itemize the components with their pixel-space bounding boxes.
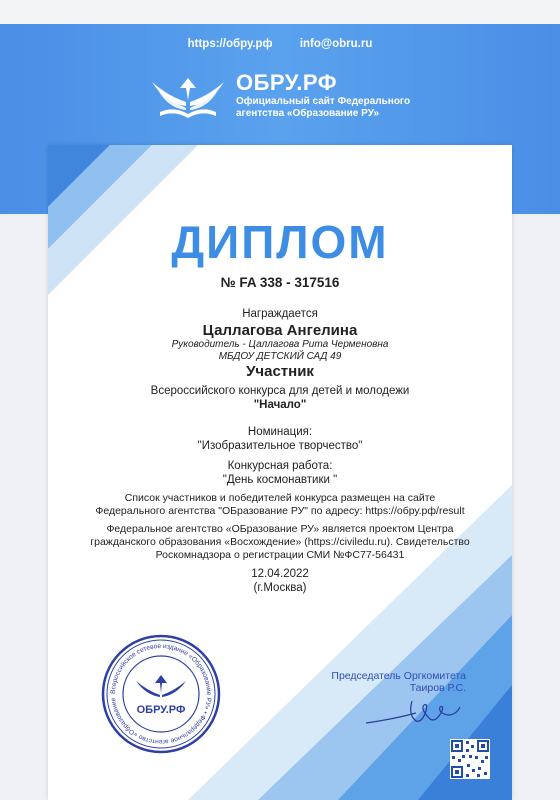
handwritten-signature bbox=[364, 693, 464, 729]
signature-block bbox=[331, 670, 466, 694]
eagle-book-icon bbox=[150, 72, 226, 118]
list-line-2: Федерального агентства "ОБразование РУ" по адресу: https://обру.рф/result bbox=[95, 505, 465, 517]
institution: МБДОУ ДЕТСКИЙ САД 49 bbox=[218, 351, 342, 362]
diploma-number: № FA 338 - 317516 bbox=[220, 275, 340, 290]
supervisor: Руководитель - Цаллагова Рита Черменовна bbox=[171, 339, 389, 350]
issue-city: (г.Москва) bbox=[253, 582, 307, 594]
agency-line-1: Федеральное агентство «ОБразование РУ» является проектом Центра bbox=[106, 523, 454, 535]
qr-code-icon[interactable] bbox=[450, 739, 490, 779]
work-label: Конкурсная работа: bbox=[227, 460, 333, 472]
recipient-name: Цаллагова Ангелина bbox=[202, 322, 358, 339]
agency-line-3: Роскомнадзора о регистрации СМИ №ФС77-56431 bbox=[155, 549, 405, 561]
diploma-sheet bbox=[48, 145, 512, 800]
signer-name: Таиров Р.С. bbox=[409, 682, 466, 694]
list-line-1: Список участников и победителей конкурса размещен на сайте bbox=[124, 492, 436, 504]
brand-subtitle-line2: агентства «Образование РУ» bbox=[236, 108, 380, 119]
site-link[interactable]: https://обру.рф bbox=[187, 38, 273, 50]
participant-status: Участник bbox=[246, 363, 314, 380]
site-logo[interactable] bbox=[150, 70, 420, 120]
top-strip bbox=[0, 0, 560, 24]
signer-title: Председатель Оргкомитета bbox=[331, 670, 466, 682]
brand-subtitle-line1: Официальный сайт Федерального bbox=[236, 96, 411, 107]
stamp-seal bbox=[100, 633, 222, 755]
stamp-ring-text: Всероссийское сетевое издание «Образование РУ» • Федеральное агентство «Образование bbox=[109, 642, 213, 746]
header-links bbox=[0, 38, 560, 50]
email-link[interactable]: info@obru.ru bbox=[299, 38, 373, 50]
agency-line-2: гражданского образования «Восхождение» (https://civiledu.ru). Свидетельство bbox=[90, 536, 470, 548]
contest-name: "Начало" bbox=[253, 399, 307, 411]
nomination: "Изобразительное творчество" bbox=[197, 440, 363, 452]
issue-date: 12.04.2022 bbox=[251, 568, 309, 580]
awarded-label: Награждается bbox=[242, 308, 318, 320]
brand-subtitle bbox=[236, 96, 436, 120]
brand-name: ОБРУ.РФ bbox=[236, 70, 338, 95]
stamp-brand: ОБРУ.РФ bbox=[136, 704, 186, 716]
work-title: "День космонавтики " bbox=[222, 474, 338, 486]
diploma-title: ДИПЛОМ bbox=[171, 216, 389, 268]
nomination-label: Номинация: bbox=[247, 426, 313, 438]
official-stamp bbox=[100, 633, 222, 755]
contest-description: Всероссийского конкурса для детей и молодежи bbox=[150, 385, 410, 397]
